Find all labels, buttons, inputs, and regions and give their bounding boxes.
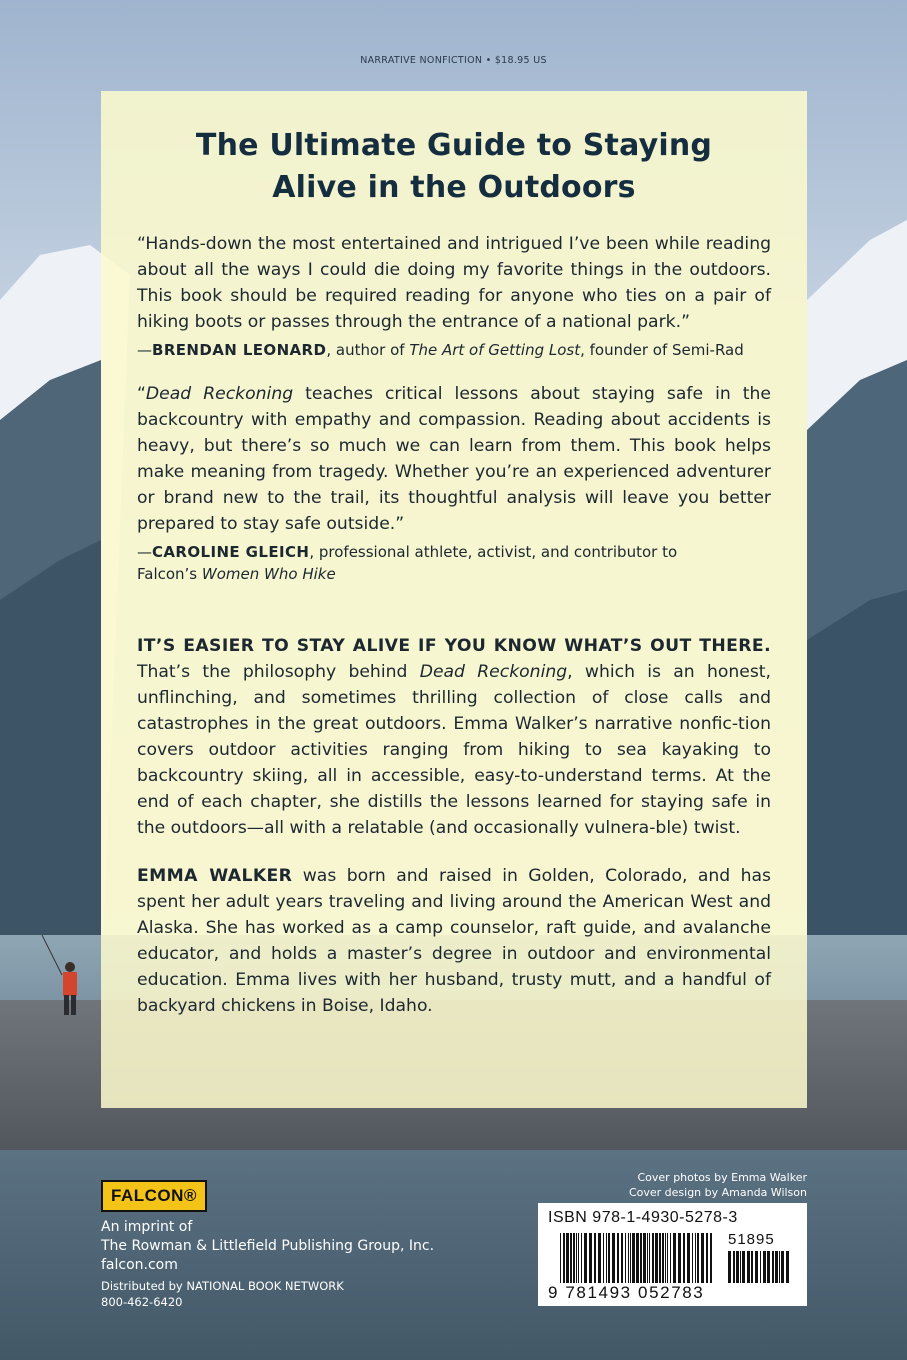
barcode-bar <box>673 1233 676 1283</box>
back-cover-text-panel <box>101 91 807 1108</box>
barcode-bar <box>747 1251 750 1283</box>
barcode-bar <box>740 1251 741 1283</box>
barcode-bar <box>652 1233 654 1283</box>
barcode-bar <box>733 1251 735 1283</box>
headline-line-2: Alive in the Outdoors <box>272 170 636 205</box>
barcode-bar <box>683 1233 685 1283</box>
barcode-bar <box>630 1233 631 1283</box>
author-bio: EMMA WALKER was born and raised in Golden, Colorado, and has spent her adult years traveling and living around the American West and Alaska. She has worked as a camp counselor, raft guide, and avalanche educator, and holds a master’s degree in outdoor and environmental education. Emma lives with her husband, trusty mutt, and a handful of backyard chickens in Boise, Idaho. <box>137 866 771 1016</box>
barcode-bar <box>760 1251 761 1283</box>
barcode-bar <box>612 1233 615 1283</box>
barcode-bar <box>779 1251 780 1283</box>
book-title: Dead Reckoning <box>419 662 568 682</box>
barcode-bar <box>647 1233 648 1283</box>
book-title: Women Who Hike <box>201 565 336 583</box>
barcode-bar <box>755 1251 758 1283</box>
barcode-bar <box>573 1233 575 1283</box>
publisher-name: The Rowman & Littlefield Publishing Group, Inc. <box>101 1238 435 1254</box>
barcode-bar <box>775 1251 778 1283</box>
barcode-bar <box>692 1233 693 1283</box>
barcode-bar <box>581 1233 582 1283</box>
barcode-bar <box>621 1233 623 1283</box>
falcon-logo: FALCON® <box>101 1180 207 1212</box>
category-price-line: NARRATIVE NONFICTION • $18.95 US <box>360 55 547 66</box>
distributor-phone: 800-462-6420 <box>101 1295 183 1309</box>
barcode-graphic <box>560 1233 715 1283</box>
barcode-bar <box>781 1251 784 1283</box>
photo-credit: Cover photos by Emma Walker <box>637 1171 807 1184</box>
isbn-barcode-box <box>538 1203 807 1306</box>
cover-credits <box>629 1170 807 1200</box>
endorsement-quote-2: “Dead Reckoning teaches critical lessons about staying safe in the backcountry with empathy and compassion. Reading about accidents is heavy, but there’s so much we can learn from them. This book helps make meaning from tragedy. Whether you’re an experienced adventurer or brand new to the trail, its thoughtful analysis will leave you better prepared to stay safe outside.” <box>137 384 771 534</box>
design-credit: Cover design by Amanda Wilson <box>628 1186 807 1199</box>
endorsement-attribution-2: —CAROLINE GLEICH, professional athlete, activist, and contributor to Falcon’s Women Who Hike <box>137 543 678 583</box>
author-name: EMMA WALKER <box>137 866 293 886</box>
barcode-bar <box>767 1251 770 1283</box>
barcode-bar <box>697 1233 699 1283</box>
barcode-bar <box>678 1233 681 1283</box>
description-lead: IT’S EASIER TO STAY ALIVE IF YOU KNOW WHAT’S OUT THERE. <box>137 636 771 656</box>
barcode-bar <box>606 1233 607 1283</box>
book-description: IT’S EASIER TO STAY ALIVE IF YOU KNOW WHAT’S OUT THERE. That’s the philosophy behind Dead Reckoning, which is an honest, unflinching, and sometimes thrilling collection of close calls and catastrophes in the great outdoors. Emma Walker’s narrative nonfic-tion covers outdoor activities ranging from hiking to sea kayaking to backcountry skiing, all in accessible, easy-to-understand terms. At the end of each chapter, she distills the lessons learned for staying safe in the outdoors—all with a relatable (and occasionally vulnera-ble) twist. <box>137 636 772 838</box>
barcode-bar <box>598 1233 601 1283</box>
headline <box>137 125 771 209</box>
headline-line-1: The Ultimate Guide to Staying <box>195 128 713 163</box>
barcode-digits: 9 781493 052783 <box>548 1283 705 1302</box>
barcode-bar <box>594 1233 596 1283</box>
barcode-bar <box>578 1233 579 1283</box>
barcode-bar <box>625 1233 626 1283</box>
barcode-bar <box>584 1233 587 1283</box>
barcode-bar <box>742 1251 745 1283</box>
distributor-line: Distributed by NATIONAL BOOK NETWORK <box>101 1279 344 1293</box>
barcode-bar <box>649 1233 650 1283</box>
imprint-line: An imprint of <box>101 1219 193 1235</box>
barcode-bar <box>636 1233 639 1283</box>
barcode-bar <box>695 1233 696 1283</box>
barcode-bar <box>667 1233 668 1283</box>
barcode-bar <box>643 1233 646 1283</box>
barcode-bar <box>640 1233 642 1283</box>
barcode-bar <box>603 1233 604 1283</box>
barcode-bar <box>659 1233 661 1283</box>
barcode-bar <box>608 1233 610 1283</box>
publisher-imprint <box>101 1180 434 1310</box>
barcode-bar <box>736 1251 739 1283</box>
barcode-bar <box>670 1233 671 1283</box>
endorsement-attribution-1: —BRENDAN LEONARD, author of The Art of Getting Lost, founder of Semi-Rad <box>137 341 744 359</box>
barcode-bar <box>687 1233 690 1283</box>
barcode-bar <box>665 1233 666 1283</box>
barcode-bar <box>570 1233 572 1283</box>
barcode-bar <box>763 1251 766 1283</box>
barcode-bar <box>662 1233 664 1283</box>
barcode-bar <box>560 1233 561 1283</box>
barcode-bar <box>655 1233 658 1283</box>
barcode-bar <box>710 1233 712 1283</box>
barcode-bar <box>632 1233 635 1283</box>
barcode-bar <box>563 1233 565 1283</box>
barcode-bar <box>772 1251 774 1283</box>
barcode-bar <box>701 1233 704 1283</box>
isbn-number: ISBN 978-1-4930-5278-3 <box>548 1209 738 1226</box>
barcode-bar <box>617 1233 619 1283</box>
price-barcode-graphic <box>728 1251 790 1283</box>
barcode-bar <box>706 1233 708 1283</box>
barcode-bar <box>751 1251 753 1283</box>
endorser-name: BRENDAN LEONARD <box>152 341 327 359</box>
book-title: Dead Reckoning <box>145 384 294 404</box>
endorsement-quote-1: “Hands-down the most entertained and intrigued I’ve been while reading about all the ways I could die doing my favorite things in the outdoors. This book should be required reading for anyone who ties on a pair of hiking boots or passes through the entrance of a national park.” <box>137 234 771 332</box>
barcode-bar <box>786 1251 789 1283</box>
barcode-bar <box>566 1233 569 1283</box>
price-code: 51895 <box>728 1231 775 1248</box>
book-title: The Art of Getting Lost <box>409 341 581 359</box>
endorser-name: CAROLINE GLEICH <box>152 543 310 561</box>
barcode-bar <box>628 1233 629 1283</box>
barcode-bar <box>589 1233 592 1283</box>
barcode-bar <box>576 1233 577 1283</box>
barcode-bar <box>728 1251 731 1283</box>
publisher-website: falcon.com <box>101 1257 178 1273</box>
